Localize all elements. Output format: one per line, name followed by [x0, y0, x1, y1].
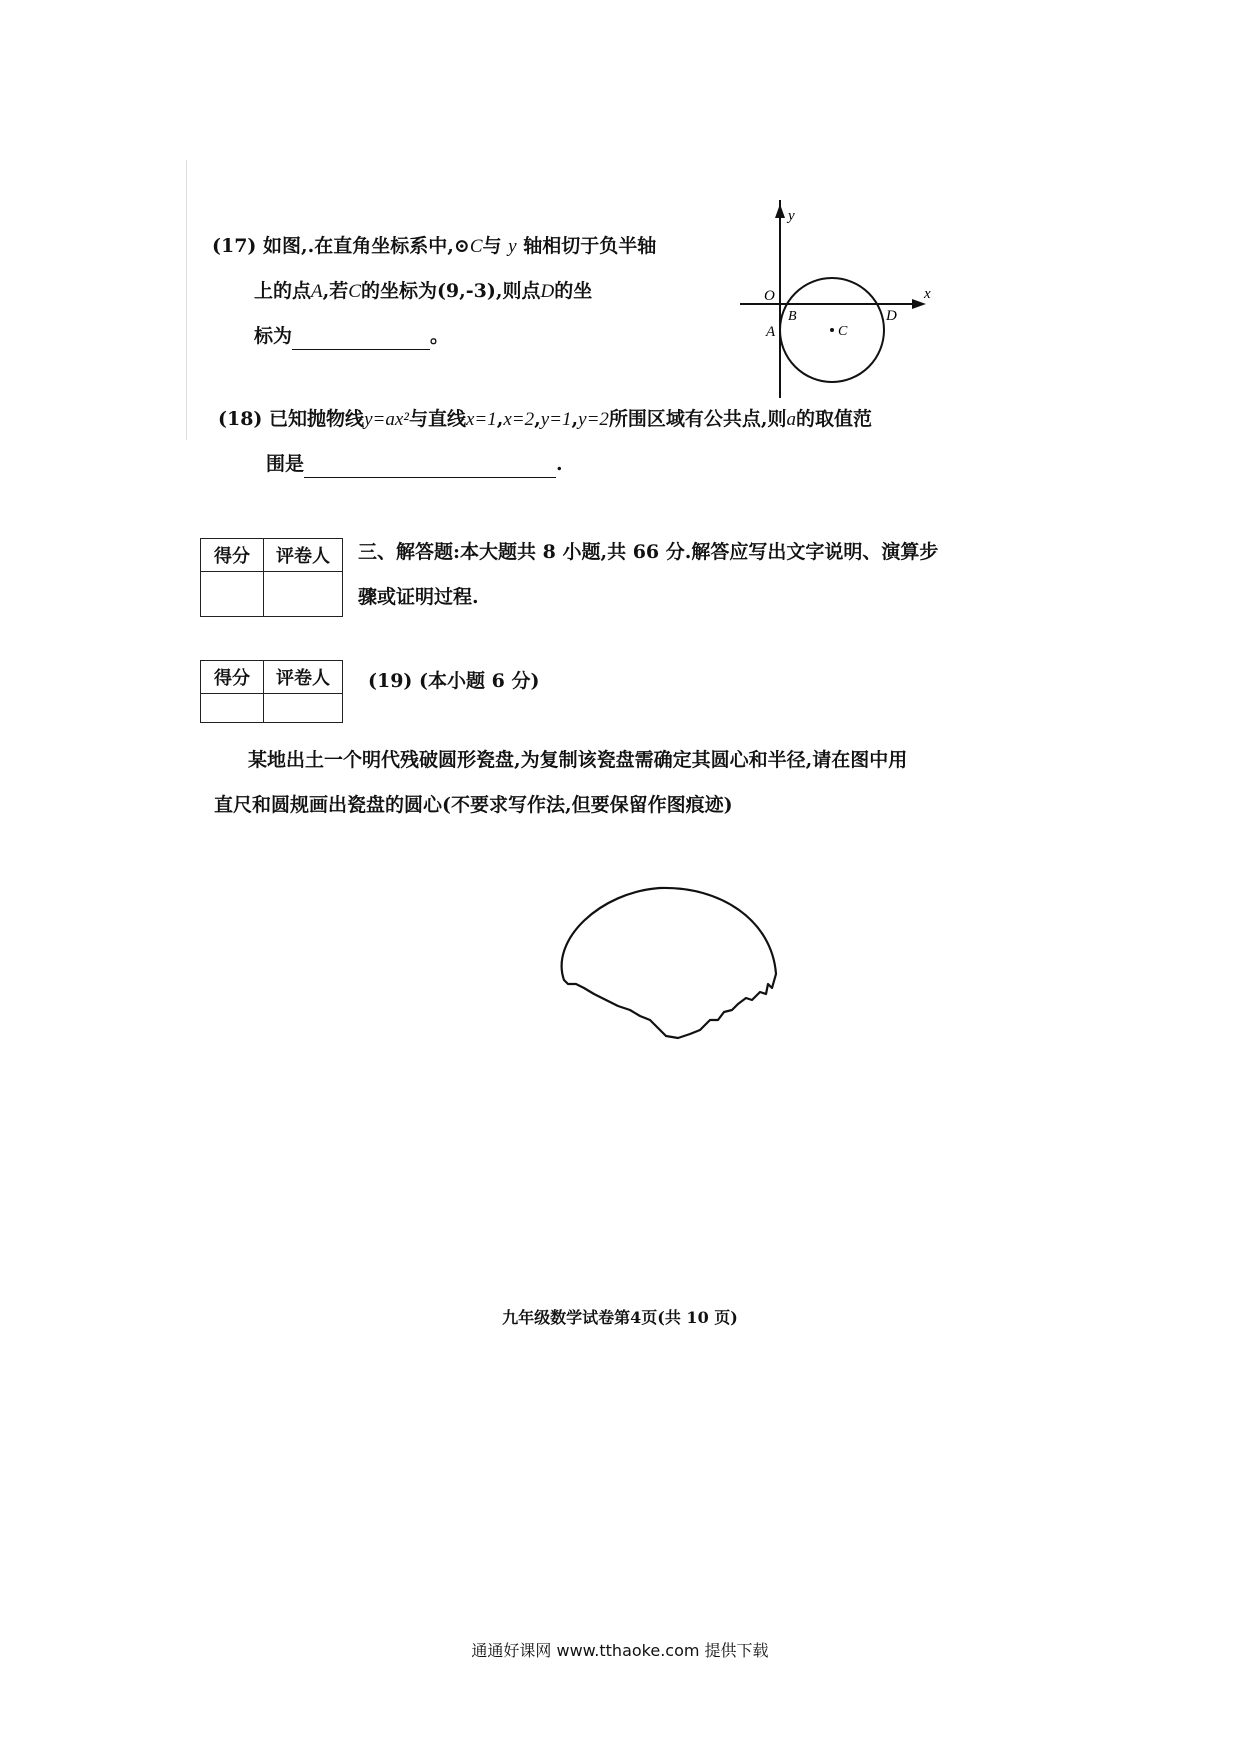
download-note: 通通好课网 www.tthaoke.com 提供下载 — [471, 1641, 769, 1660]
grader-cell[interactable] — [264, 572, 343, 617]
q18-line-y2: y=2 — [578, 409, 609, 430]
center-point-c — [830, 328, 834, 332]
q17-text-1a: 如图,.在直角坐标系中, — [263, 235, 454, 257]
q17-line3 — [254, 322, 449, 350]
label-d: D — [886, 308, 897, 324]
q17-text-2a: 上的点 — [254, 280, 312, 302]
q17-circle-letter: C — [469, 236, 483, 257]
q18-line-y1: y=1 — [540, 409, 572, 430]
q18-line-x2: x=2 — [503, 409, 535, 430]
score-header: 得分 — [201, 661, 264, 694]
q17-text-2d: 的坐 — [554, 280, 593, 302]
q18-text-2: 围是 — [266, 453, 305, 475]
broken-plate-figure — [540, 870, 800, 1050]
y-axis-arrow — [775, 204, 785, 218]
label-a: A — [766, 324, 776, 340]
label-y: y — [788, 208, 795, 224]
q17-line1 — [212, 232, 656, 261]
q18-text-1b: 与直线 — [408, 408, 466, 430]
q18-line1 — [218, 405, 872, 434]
plate-outline — [562, 888, 776, 1038]
q17-text-3: 标为 — [254, 325, 293, 347]
circle-symbol: ⊙ — [453, 235, 470, 257]
q18-expression: y=ax² — [364, 409, 409, 430]
q17-point-c: C — [348, 281, 361, 302]
score-cell[interactable] — [201, 572, 264, 617]
q18-sep3: , — [571, 408, 579, 430]
q18-var-a: a — [786, 409, 797, 430]
q17-text-1b: 与 — [482, 235, 502, 257]
score-box-q19 — [200, 660, 343, 723]
grader-header: 评卷人 — [264, 539, 343, 572]
scan-margin-line — [186, 160, 187, 440]
section3-line2: 骤或证明过程. — [358, 586, 479, 608]
score-box-section3 — [200, 538, 343, 617]
q17-text-2c: 的坐标为(9,-3),则点 — [360, 280, 541, 302]
q17-coordinate-figure — [740, 200, 940, 400]
q18-number: (18) — [218, 408, 263, 430]
label-o: O — [764, 288, 775, 304]
label-x: x — [924, 286, 931, 302]
score-cell[interactable] — [201, 694, 264, 723]
q17-number: (17) — [212, 235, 257, 257]
q19-line1: 某地出土一个明代残破圆形瓷盘,为复制该瓷盘需确定其圆心和半径,请在图中用 — [248, 749, 908, 771]
label-c: C — [838, 324, 848, 339]
q18-line-x1: x=1 — [465, 409, 497, 430]
section3-line1: 三、解答题:本大题共 8 小题,共 66 分.解答应写出文字说明、演算步 — [358, 541, 939, 563]
grader-cell[interactable] — [264, 694, 343, 723]
grader-header: 评卷人 — [264, 661, 343, 694]
q18-text-1c: 所围区域有公共点,则 — [608, 408, 787, 430]
q17-answer-blank[interactable] — [292, 327, 430, 350]
q17-line2 — [254, 277, 592, 306]
q17-point-d: D — [540, 281, 555, 302]
q18-sep2: , — [534, 408, 541, 430]
q18-text-1d: 的取值范 — [796, 408, 873, 430]
q18-text-1a: 已知抛物线 — [269, 408, 365, 430]
q17-text-1c: 轴相切于负半轴 — [523, 235, 657, 257]
label-b: B — [788, 309, 797, 324]
page-footer: 九年级数学试卷第4页(共 10 页) — [502, 1308, 738, 1327]
q18-end: . — [556, 453, 563, 475]
q17-axis-letter: y — [508, 236, 517, 257]
q17-text-2b: ,若 — [322, 280, 349, 302]
q17-point-a: A — [311, 281, 323, 302]
score-header: 得分 — [201, 539, 264, 572]
q17-end: 。 — [430, 325, 450, 347]
q18-sep1: , — [496, 408, 504, 430]
q19-line2: 直尺和圆规画出瓷盘的圆心(不要求写作法,但要保留作图痕迹) — [214, 794, 733, 816]
q18-line2 — [266, 450, 563, 478]
q19-header: (19) (本小题 6 分) — [368, 670, 540, 692]
q18-answer-blank[interactable] — [304, 455, 556, 478]
